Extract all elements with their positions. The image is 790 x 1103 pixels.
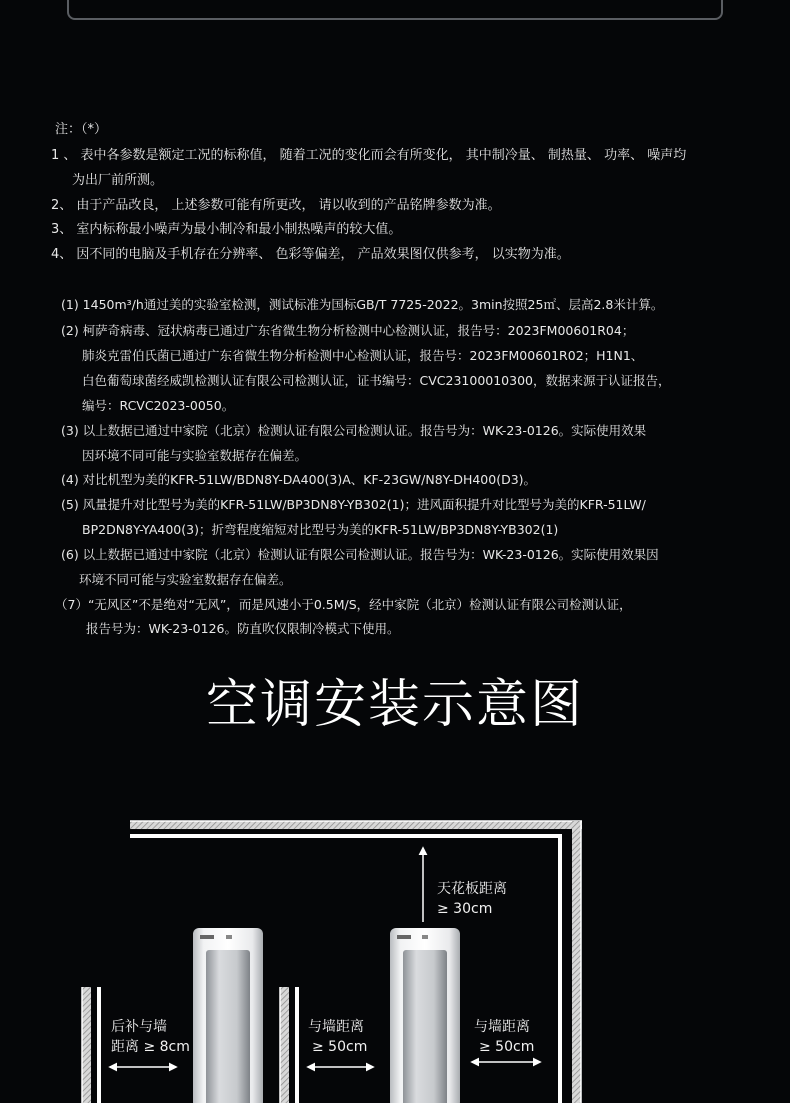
footnote-line: (3) 以上数据已通过中家院（北京）检测认证有限公司检测认证。报告号为：WK-23-0126。实际使用效果 (61, 423, 647, 438)
ceiling-distance-label: 天花板距离 (437, 881, 507, 897)
footnote-line: 因环境不同可能与实验室数据存在偏差。 (82, 448, 308, 463)
air-conditioner-unit-left (193, 928, 263, 1103)
note-item: 为出厂前所测。 (72, 173, 164, 188)
footnote-line: 报告号为：WK-23-0126。防直吹仅限制冷模式下使用。 (86, 621, 400, 636)
footnote-line: (4) 对比机型为美的KFR-51LW/BDN8Y-DA400(3)A、KF-23GW/N8Y-DH400(D3)。 (61, 472, 537, 487)
footnote-line: (1) 1450m³/h通过美的实验室检测，测试标准为国标GB/T 7725-2022。3min按照25㎡、层高2.8米计算。 (61, 297, 664, 312)
note-item: 4、 因不同的电脑及手机存在分辨率、 色彩等偏差， 产品效果图仅供参考， 以实物为准。 (51, 247, 570, 262)
installation-drawing (0, 800, 790, 1103)
air-conditioner-unit-right (390, 928, 460, 1103)
right-distance-label: 与墙距离 (474, 1019, 530, 1035)
right-distance-value: ≥ 50cm (479, 1039, 535, 1055)
footnote-line: （7）“无风区”不是绝对“无风”，而是风速小于0.5M/S，经中家院（北京）检测认证有限公司检测认证， (55, 597, 632, 612)
footnote-line: (2) 柯萨奇病毒、冠状病毒已通过广东省微生物分析检测中心检测认证，报告号：2023FM00601R04； (61, 323, 635, 338)
note-item: 2、 由于产品改良， 上述参数可能有所更改， 请以收到的产品铭牌参数为准。 (51, 198, 501, 213)
ceiling-distance-value: ≥ 30cm (437, 901, 493, 917)
top-frame-box (67, 0, 723, 20)
note-item: 3、 室内标称最小噪声为最小制冷和最小制热噪声的较大值。 (51, 222, 402, 237)
installation-diagram-title: 空调安装示意图 (205, 675, 584, 735)
middle-wall (280, 987, 297, 1103)
note-item: 1 、 表中各参数是额定工况的标称值， 随着工况的变化而会有所变化， 其中制冷量、 制热量、 功率、 噪声均 (51, 148, 687, 163)
footnote-line: 白色葡萄球菌经威凯检测认证有限公司检测认证，证书编号：CVC23100010300，数据来源于认证报告， (82, 373, 671, 388)
back-distance-label: 后补与墙 (111, 1019, 167, 1035)
left-wall (82, 987, 99, 1103)
back-distance-value: 距离 ≥ 8cm (111, 1039, 190, 1055)
installation-diagram (0, 800, 790, 1103)
footnote-line: 编号：RCVC2023-0050。 (82, 398, 235, 413)
footnote-line: 肺炎克雷伯氏菌已通过广东省微生物分析检测中心检测认证，报告号：2023FM00601R02；H1N1、 (82, 348, 644, 363)
notes-heading: 注：（*） (55, 122, 108, 137)
footnote-line: (6) 以上数据已通过中家院（北京）检测认证有限公司检测认证。报告号为：WK-23-0126。实际使用效果因 (61, 547, 659, 562)
footnote-line: (5) 风量提升对比型号为美的KFR-51LW/BP3DN8Y-YB302(1)；进风面积提升对比型号为美的KFR-51LW/ (61, 497, 646, 512)
middle-distance-label: 与墙距离 (308, 1019, 364, 1035)
middle-distance-value: ≥ 50cm (312, 1039, 368, 1055)
footnote-line: 环境不同可能与实验室数据存在偏差。 (79, 572, 292, 587)
footnote-line: BP2DN8Y-YA400(3)；折弯程度缩短对比型号为美的KFR-51LW/BP3DN8Y-YB302(1) (82, 522, 559, 537)
